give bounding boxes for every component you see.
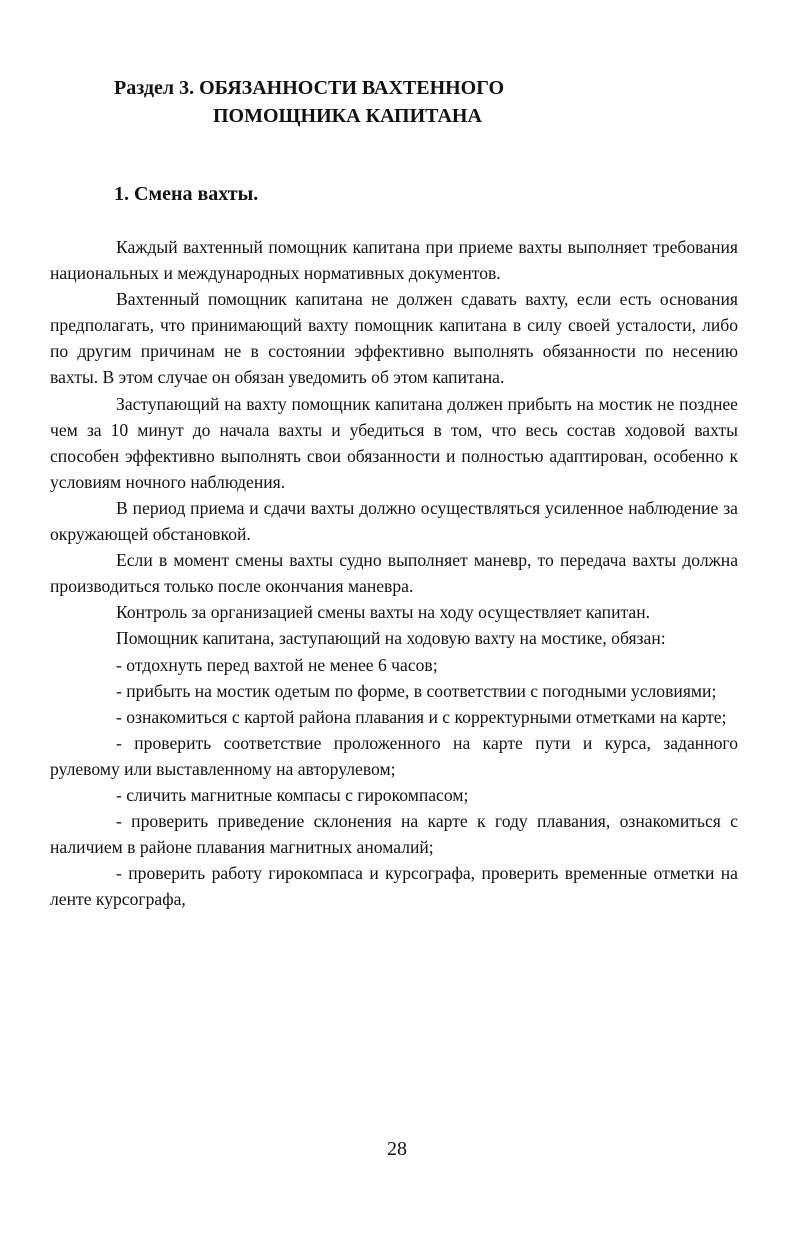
chapter-heading-line-2: ПОМОЩНИКА КАПИТАНА — [213, 105, 482, 127]
list-item: - проверить работу гирокомпаса и курсографа, проверить временные отметки на ленте курсографа, — [50, 863, 738, 910]
list-item: - отдохнуть перед вахтой не менее 6 часов; — [116, 654, 438, 675]
chapter-heading-line-1: Раздел 3. ОБЯЗАННОСТИ ВАХТЕННОГО — [114, 77, 505, 99]
list-item: - прибыть на мостик одетым по форме, в соответствии с погодными условиями; — [116, 680, 717, 701]
body-text — [50, 234, 738, 912]
list-item: - сличить магнитные компасы с гирокомпасом; — [116, 784, 469, 805]
section-heading: 1. Смена вахты. — [114, 183, 259, 205]
paragraph: В период приема и сдачи вахты должно осуществляться усиленное наблюдение за окружающей обстановкой. — [50, 497, 738, 545]
list-item: - проверить соответствие проложенного на карте пути и курса, заданного рулевому или выставленному на авторулевом; — [50, 732, 738, 779]
paragraph: Помощник капитана, заступающий на ходовую вахту на мостике, обязан: — [116, 628, 666, 649]
list-item: - ознакомиться с картой района плавания и с корректурными отметками на карте; — [116, 706, 727, 727]
paragraph: Заступающий на вахту помощник капитана должен прибыть на мостик не позднее чем за 10 минут до начала вахты и убедиться в том, что весь состав ходовой вахты способен эффективно выполнять свои обязанности и полностью адаптирован, особенно к условиям ночного наблюдения. — [50, 393, 738, 492]
page-number: 28 — [387, 1138, 407, 1160]
chapter-heading — [0, 74, 794, 130]
paragraph: Контроль за организацией смены вахты на ходу осуществляет капитан. — [116, 602, 651, 623]
paragraph: Если в момент смены вахты судно выполняет маневр, то передача вахты должна производиться только после окончания маневра. — [50, 550, 738, 597]
paragraph: Вахтенный помощник капитана не должен сдавать вахту, если есть основания предполагать, что принимающий вахту помощник капитана в силу своей усталости, либо по другим причинам не в состоянии эффективно выполнять обязанности по несению вахты. В этом случае он обязан уведомить об этом капитана. — [50, 289, 738, 388]
paragraph: Каждый вахтенный помощник капитана при приеме вахты выполняет требования национальных и международных нормативных документов. — [50, 237, 738, 284]
list-item: - проверить приведение склонения на карте к году плавания, ознакомиться с наличием в районе плавания магнитных аномалий; — [50, 811, 738, 858]
